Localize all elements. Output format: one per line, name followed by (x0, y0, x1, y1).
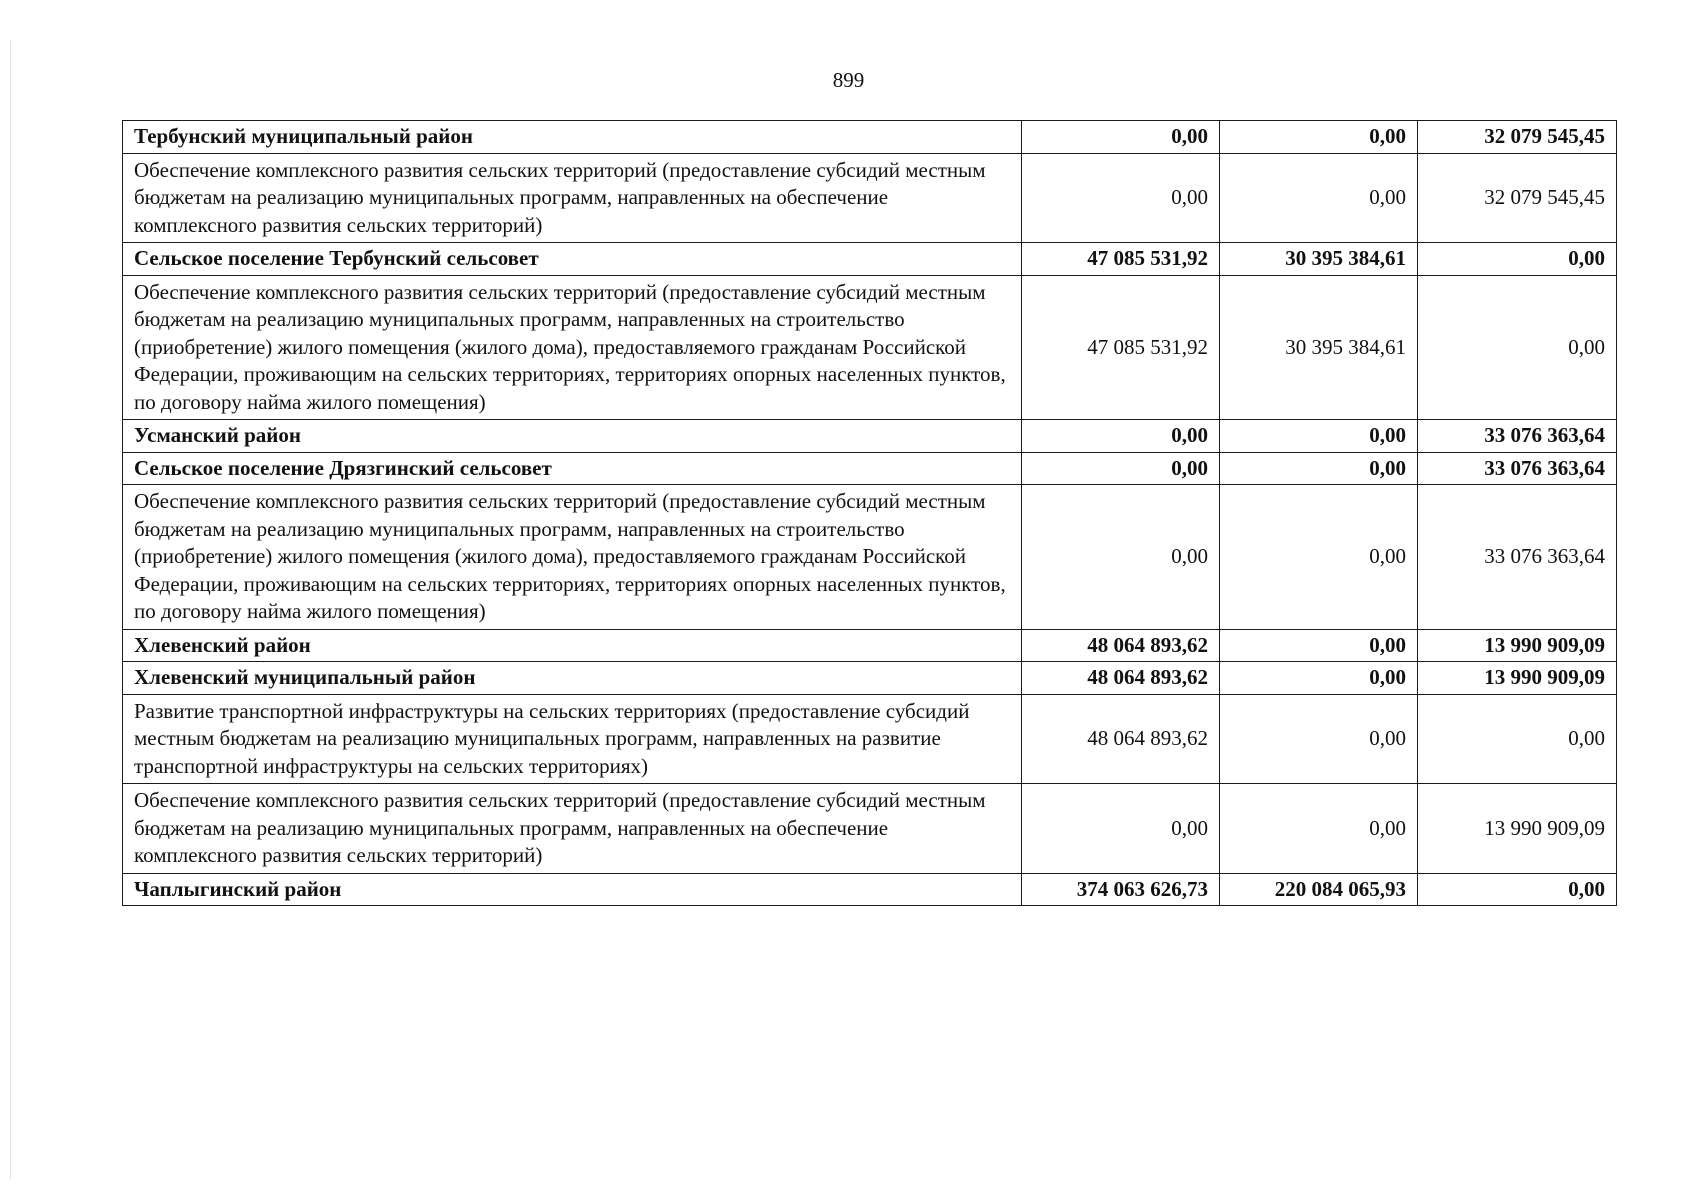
page-number: 899 (832, 68, 865, 92)
value-col-3: 32 079 545,45 (1418, 121, 1617, 154)
value-col-3: 0,00 (1418, 873, 1617, 906)
table-row (123, 243, 1617, 276)
row-label: Чаплыгинский район (123, 873, 1022, 906)
value-col-1: 48 064 893,62 (1022, 629, 1220, 662)
budget-table (122, 120, 1617, 906)
value-col-2: 0,00 (1220, 694, 1418, 784)
value-col-1: 47 085 531,92 (1022, 275, 1220, 420)
value-col-3: 13 990 909,09 (1418, 662, 1617, 695)
value-col-2: 0,00 (1220, 153, 1418, 243)
value-col-1: 48 064 893,62 (1022, 694, 1220, 784)
value-col-2: 0,00 (1220, 121, 1418, 154)
row-label: Обеспечение комплексного развития сельских территорий (предоставление субсидий местным бюджетам на реализацию муниципальных программ, направленных на строительство (приобретение) жилого помещения (жилого дома), предоставляемого гражданам Российской Федерации, проживающим на сельских территориях, территориях опорных населенных пунктов, по договору найма жилого помещения) (123, 485, 1022, 630)
value-col-2: 0,00 (1220, 420, 1418, 453)
scan-edge (10, 40, 11, 1180)
table-row (123, 420, 1617, 453)
value-col-1: 48 064 893,62 (1022, 662, 1220, 695)
value-col-2: 220 084 065,93 (1220, 873, 1418, 906)
value-col-1: 0,00 (1022, 420, 1220, 453)
row-label: Обеспечение комплексного развития сельских территорий (предоставление субсидий местным бюджетам на реализацию муниципальных программ, направленных на обеспечение комплексного развития сельских территорий) (123, 784, 1022, 874)
row-label: Обеспечение комплексного развития сельских территорий (предоставление субсидий местным бюджетам на реализацию муниципальных программ, направленных на строительство (приобретение) жилого помещения (жилого дома), предоставляемого гражданам Российской Федерации, проживающим на сельских территориях, территориях опорных населенных пунктов, по договору найма жилого помещения) (123, 275, 1022, 420)
value-col-3: 0,00 (1418, 275, 1617, 420)
value-col-2: 0,00 (1220, 629, 1418, 662)
table-row (123, 121, 1617, 154)
value-col-2: 0,00 (1220, 784, 1418, 874)
value-col-2: 0,00 (1220, 662, 1418, 695)
value-col-3: 33 076 363,64 (1418, 420, 1617, 453)
value-col-2: 30 395 384,61 (1220, 243, 1418, 276)
value-col-3: 0,00 (1418, 694, 1617, 784)
value-col-1: 0,00 (1022, 784, 1220, 874)
table-row (123, 873, 1617, 906)
value-col-3: 33 076 363,64 (1418, 485, 1617, 630)
value-col-1: 374 063 626,73 (1022, 873, 1220, 906)
value-col-3: 0,00 (1418, 243, 1617, 276)
table-row (123, 275, 1617, 420)
value-col-1: 0,00 (1022, 121, 1220, 154)
value-col-3: 13 990 909,09 (1418, 629, 1617, 662)
table-row (123, 662, 1617, 695)
value-col-2: 0,00 (1220, 452, 1418, 485)
table-row (123, 694, 1617, 784)
value-col-1: 47 085 531,92 (1022, 243, 1220, 276)
table-row (123, 629, 1617, 662)
value-col-2: 0,00 (1220, 485, 1418, 630)
value-col-2: 30 395 384,61 (1220, 275, 1418, 420)
value-col-3: 13 990 909,09 (1418, 784, 1617, 874)
table-row (123, 784, 1617, 874)
row-label: Усманский район (123, 420, 1022, 453)
table-row (123, 452, 1617, 485)
row-label: Тербунский муниципальный район (123, 121, 1022, 154)
value-col-1: 0,00 (1022, 153, 1220, 243)
value-col-1: 0,00 (1022, 452, 1220, 485)
row-label: Сельское поселение Дрязгинский сельсовет (123, 452, 1022, 485)
table-row (123, 153, 1617, 243)
row-label: Сельское поселение Тербунский сельсовет (123, 243, 1022, 276)
value-col-1: 0,00 (1022, 485, 1220, 630)
row-label: Хлевенский район (123, 629, 1022, 662)
row-label: Обеспечение комплексного развития сельских территорий (предоставление субсидий местным бюджетам на реализацию муниципальных программ, направленных на обеспечение комплексного развития сельских территорий) (123, 153, 1022, 243)
row-label: Хлевенский муниципальный район (123, 662, 1022, 695)
value-col-3: 32 079 545,45 (1418, 153, 1617, 243)
table-row (123, 485, 1617, 630)
table-body (123, 121, 1617, 906)
row-label: Развитие транспортной инфраструктуры на сельских территориях (предоставление субсидий местным бюджетам на реализацию муниципальных программ, направленных на развитие транспортной инфраструктуры на сельских территориях) (123, 694, 1022, 784)
value-col-3: 33 076 363,64 (1418, 452, 1617, 485)
